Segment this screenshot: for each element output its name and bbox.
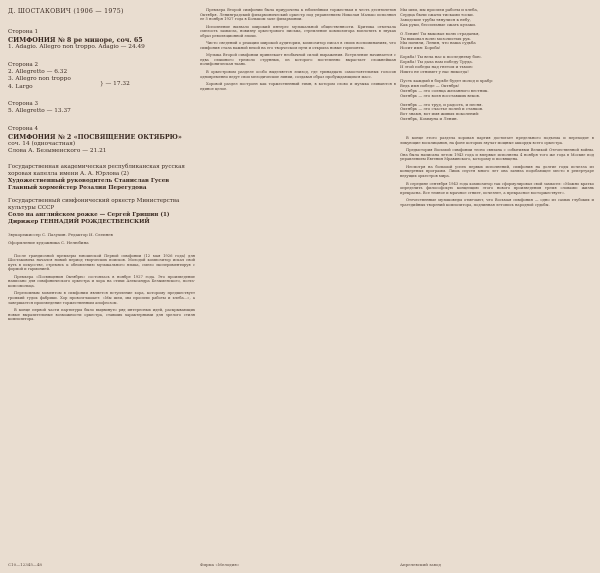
middle-paragraph: В оркестровом разделе особо выделяется эпизод, где тринадцать самостоятельных голосов одновременно ведут свои мелодические линии, создавая образ пробуждающихся масс. — [200, 70, 396, 79]
credit-sound-engineer: Звукорежиссер С. Пазухин. Редактор И. Слепнев — [8, 231, 113, 237]
credit-choir-master: Главный хормейстер Розалия Перегудова — [8, 184, 147, 191]
catalog-number: С10—12345—48 — [8, 562, 42, 567]
credit-choir: Государственная академическая республиканская русская хоровая капелла имени А. А. Юрлова (2) — [8, 163, 185, 177]
track-2: 2. Allegretto — 6.32 — [8, 68, 68, 75]
symphony-8-title: СИМФОНИЯ № 8 ре миноре, соч. 65 — [8, 36, 143, 45]
side-4-label: Сторона 4 — [8, 125, 39, 132]
track-4: 4. Largo — [8, 83, 33, 90]
right-paragraph: Предыстория Восьмой симфонии тесно связана с событиями Великой Отечественной войны. Она была написана летом 1943 года и впервые исполнена 4 ноября того же года в Москве под управлением Евгения Мравинского, которому и посвящена. — [400, 148, 594, 162]
poem-line: Мы шли, мы просили работы и хлеба, — [400, 7, 479, 12]
composer-title: Д. ШОСТАКОВИЧ (1906 — 1975) — [8, 8, 124, 15]
poem-line: О Ленин! Ты выковал волю страданья, — [400, 30, 480, 36]
poem-line: Борьба! Ты дала нам победу Труда. — [400, 59, 473, 65]
poem-line: Октябрь — это воля восставших веков. — [400, 92, 481, 98]
right-paragraph: Несмотря на большой успех первых исполнений, симфония на долгие годы исчезла из концертных программ. Лишь спустя много лет она заняла подобающее место в репертуаре ведущих оркестров мира. — [400, 164, 594, 178]
poem-line: Борьба! Ты вела нас к последнему бою. — [400, 54, 482, 60]
middle-paragraph: Чисто сведений о реакции широкой аудитории, композитор писал в своих воспоминаниях, что симфония стала важной вехой на его творческом пути и открыла новые горизонты. — [200, 41, 396, 50]
poem-stanza — [400, 8, 594, 28]
poem-line: Носит имя: Борьба! — [400, 45, 441, 51]
poem-stanza — [400, 32, 594, 52]
track-1: 1. Adagio. Allegro non troppo. Adagio — 24.49 — [8, 44, 145, 51]
left-paragraph: Переломным моментом в симфонии является вступление хора, которому предшествует громкий гудок фабрики. Хор провозглашает: «Мы шли, мы просили работы и хлеба...», а завершается произведение торжественным апофеозом. — [8, 291, 195, 305]
side-2-label: Сторона 2 — [8, 61, 39, 68]
middle-paragraph: Хоровой раздел построен как торжественный гимн, в котором слово и музыка сливаются в единое целое. — [200, 82, 396, 91]
middle-column — [200, 8, 396, 94]
poem-line: Октябрь — это труд, и радость, и песня. — [400, 101, 483, 107]
symphony-2-title: СИМФОНИЯ № 2 «ПОСВЯЩЕНИЕ ОКТЯБРЮ» — [8, 132, 182, 141]
side-3-label: Сторона 3 — [8, 101, 39, 108]
poem-line: Заводские трубы тянулися к небу, — [400, 16, 471, 22]
poem-line: Вот знамя, вот имя живых поколений: — [400, 111, 480, 117]
left-paragraph: Премьера «Посвящения Октябрю» состоялась в ноябре 1927 года. Это произведение написано для симфонического оркестра и хора на стихи Александра Безыменского, поэта-комсомольца. — [8, 274, 195, 288]
right-paragraph: В середине сентября 1943 года композитор так сформулировал свой замысел: «Можно кратко определить философскую концепцию этого нового произведения тремя словами: жизнь прекрасна. Все темное и мрачное сгниет, исчезнет, а прекрасное восторжествует». — [400, 181, 594, 195]
poem-line: Мы поняли, Ленин, что наша судьба — [400, 40, 476, 46]
left-paragraph: В конце первой части партитуры было выдвинуто ряд интересных идей, раскрывающих новые выразительные возможности оркестра, ставших характерными для зрелого стиля композитора. — [8, 308, 195, 322]
left-paragraph: После грандиозной премьеры юношеской Первой симфонии (12 мая 1926 года) для Шостаковича начался новый период творческих поисков. Молодой композитор искал свой путь в искусстве, стремясь к обновлению музыкального языка, смело экспериментируя с формой и гармонией. — [8, 253, 195, 272]
poem-line: Как руки, бессильные сжать кулаки. — [400, 21, 477, 27]
credit-choir-director: Художественный руководитель Станислав Гусев — [8, 177, 170, 184]
credit-orchestra: Государственный симфонический оркестр Министерства культуры СССР — [8, 197, 180, 211]
poem-line: Октябрь — это счастье полей и станков. — [400, 106, 484, 112]
track-3: 3. Allegro non troppo — [8, 76, 71, 83]
credit-designer: Оформление художника С. Нелюбина — [8, 239, 89, 245]
left-column — [8, 8, 195, 325]
middle-paragraph: Премьера Второй симфонии была приурочена к юбилейным торжествам в честь десятилетия Октября. Ленинградский филармонический оркестр под управлением Николая Малько исполнил ее 5 ноября 1927 года в Большом зале филармонии. — [200, 8, 396, 22]
credit-soloist: Соло на английском рожке — Сергей Гришин (1) — [8, 211, 170, 218]
poem-line: И этой победы над гнетом и тьмою — [400, 64, 473, 70]
label-name: Фирма «Мелодия» — [200, 562, 240, 567]
side-1-label: Сторона 1 — [8, 29, 39, 35]
credit-conductor: Дирижер ГЕННАДИЙ РОЖДЕСТВЕНСКИЙ — [8, 218, 150, 225]
poem — [400, 8, 594, 122]
poem-stanza — [400, 103, 594, 123]
track-5: 5. Allegretto — 13.37 — [8, 108, 71, 115]
poem-line: Октябрь, Коммуна и Ленин. — [400, 116, 458, 122]
symphony-2-words: Слова А. Безыменского — 21.21 — [8, 148, 107, 155]
right-paragraph: Отечественные музыковеды отмечают, что Восьмая симфония — одно из самых глубоких и трагедийных творений композитора, подлинная летопись народной судьбы. — [400, 198, 594, 207]
poem-line: Октябрь — это солнца желанного вестник. — [400, 87, 489, 93]
poem-line: Ведь имя победе — Октябрь! — [400, 82, 460, 88]
right-paragraph: В конце этого раздела хоровая партия достигает предельного подъема и переходит в ликующие восклицания, на фоне которых звучат мощные аккорды всего оркестра. — [400, 136, 594, 145]
symphony-2-subtitle: соч. 14 (одночастная) — [8, 140, 76, 147]
tracks-3-4-group — [8, 76, 195, 91]
tracks-3-4-duration: } — 17.32 — [100, 81, 130, 88]
middle-paragraph: Музыка Второй симфонии привлекает необычной силой выражения. Вступление начинается с едва слышного тремоло струнных, из которого постепенно вырастает сложнейшая полифоническая ткань. — [200, 53, 396, 67]
plant-name: Апрелевский завод — [400, 562, 441, 567]
poem-line: Пусть каждый в борьбе будет молод и храбр: — [400, 77, 494, 83]
poem-stanza — [400, 55, 594, 75]
poem-stanza — [400, 79, 594, 99]
poem-line: Ты выковал волю мозолистых рук. — [400, 35, 472, 41]
middle-paragraph: Исполнение вызвало широкий интерес музыкальной общественности. Критика отмечала смелость замысла, новизну оркестрового письма, стремление композитора воплотить в звуках образ революционной эпохи. — [200, 24, 396, 38]
poem-line: Сердца были сжаты тисками тоски. — [400, 11, 474, 17]
poem-line: Никто не отнимет у нас никогда! — [400, 68, 469, 74]
right-column — [400, 8, 594, 210]
